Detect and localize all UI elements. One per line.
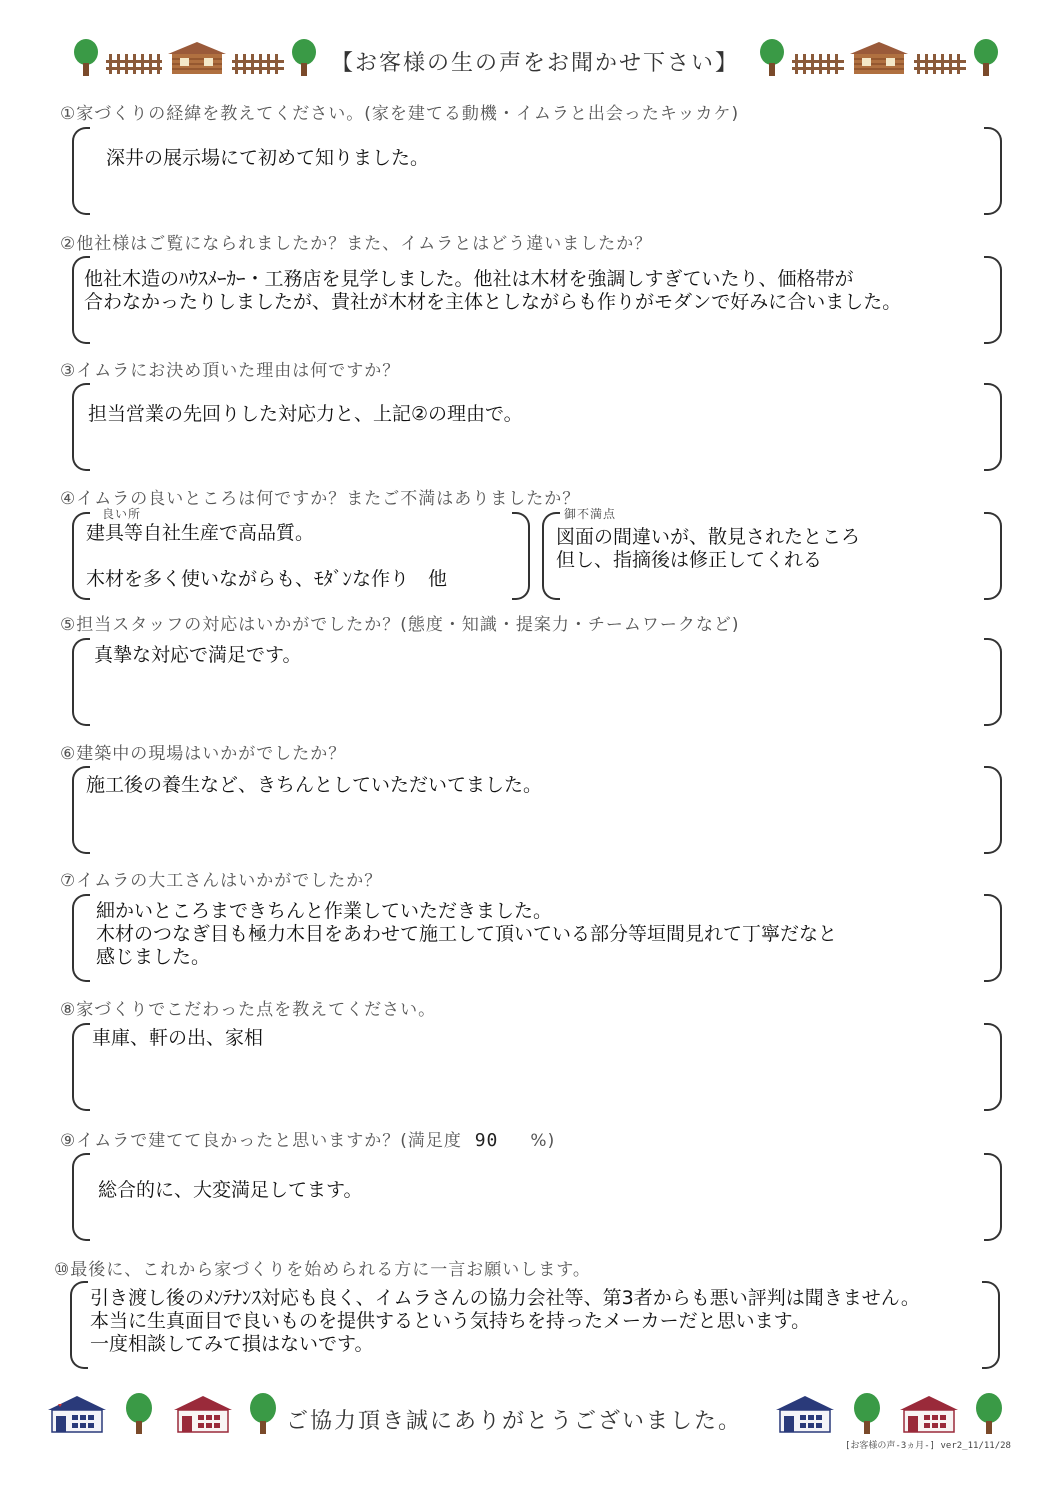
question-7: ⑦イムラの大工さんはいかがでしたか？ bbox=[60, 871, 383, 891]
tree-icon bbox=[290, 38, 318, 78]
question-10: ⑩最後に、これから家づくりを始められる方に一言お願いします。 bbox=[54, 1260, 591, 1280]
log-house-icon bbox=[848, 40, 910, 76]
question-9: ⑨イムラで建てて良かったと思いますか？(満足度 90 %) bbox=[60, 1130, 556, 1151]
house-icon bbox=[898, 1394, 960, 1434]
fence-icon bbox=[914, 52, 966, 74]
question-1: ①家づくりの経緯を教えてください。(家を建てる動機・イムラと出会ったキッカケ) bbox=[60, 104, 740, 124]
good-points-label: 良い所 bbox=[102, 507, 142, 521]
answer-box-10 bbox=[70, 1281, 1000, 1369]
question-6: ⑥建築中の現場はいかがでしたか？ bbox=[60, 744, 347, 764]
answer-6: 施工後の養生など、きちんとしていただいてました。 bbox=[86, 774, 543, 796]
house-icon bbox=[46, 1394, 108, 1434]
tree-icon bbox=[852, 1392, 882, 1436]
answer-8: 車庫、軒の出、家相 bbox=[92, 1027, 264, 1049]
answer-box-4 bbox=[72, 507, 1002, 600]
question-4: ④イムラの良いところは何ですか？またご不満はありましたか？ bbox=[60, 489, 581, 509]
answer-box-6 bbox=[72, 766, 1002, 854]
version-label: [お客様の声-3ヵ月-] ver2_11/11/28 bbox=[845, 1441, 1011, 1451]
answer-7: 細かいところまできちんと作業していただきました。 木材のつなぎ目も極力木目をあわせて施工して頂いている部分等垣間見れて丁寧だなと 感じました。 bbox=[96, 900, 838, 968]
fence-icon bbox=[106, 52, 162, 74]
answer-box-5 bbox=[72, 638, 1002, 726]
answer-box-1 bbox=[72, 127, 1002, 215]
good-points-box bbox=[72, 507, 530, 600]
fence-icon bbox=[232, 52, 284, 74]
tree-icon bbox=[972, 38, 1000, 78]
house-icon bbox=[774, 1394, 836, 1434]
answer-box-8 bbox=[72, 1023, 1002, 1111]
tree-icon bbox=[974, 1392, 1004, 1436]
page-title: 【お客様の生の声をお聞かせ下さい】 bbox=[330, 51, 739, 76]
question-5: ⑤担当スタッフの対応はいかがでしたか？(態度・知識・提案力・チームワークなど) bbox=[60, 615, 740, 635]
answer-3: 担当営業の先回りした対応力と、上記②の理由で。 bbox=[88, 403, 523, 425]
answer-box-7 bbox=[72, 894, 1002, 982]
tree-icon bbox=[124, 1392, 154, 1436]
thank-you-message: ご協力頂き誠にありがとうございました。 bbox=[286, 1409, 743, 1434]
answer-1: 深井の展示場にて初めて知りました。 bbox=[106, 147, 430, 169]
question-8: ⑧家づくりでこだわった点を教えてください。 bbox=[60, 1000, 437, 1020]
log-house-icon bbox=[166, 40, 228, 76]
tree-icon bbox=[72, 38, 100, 78]
house-icon bbox=[172, 1394, 234, 1434]
tree-icon bbox=[758, 38, 786, 78]
question-3: ③イムラにお決め頂いた理由は何ですか？ bbox=[60, 361, 401, 381]
answer-box-2 bbox=[72, 256, 1002, 344]
complaints-box bbox=[542, 507, 1002, 600]
answer-10: 引き渡し後のﾒﾝﾃﾅﾝｽ対応も良く、イムラさんの協力会社等、第3者からも悪い評判は聞きません。 本当に生真面目で良いものを提供するという気持ちを持ったメーカーだと思います。 一度相談してみて損はないです。 bbox=[90, 1287, 920, 1355]
header bbox=[0, 30, 1060, 90]
answer-5: 真摯な対応で満足です。 bbox=[94, 644, 302, 666]
complaints-label: 御不満点 bbox=[564, 507, 617, 521]
question-2: ②他社様はご覧になられましたか？また、イムラとはどう違いましたか？ bbox=[60, 234, 653, 254]
answer-9: 総合的に、大変満足してます。 bbox=[98, 1179, 363, 1201]
satisfaction-value: 90 bbox=[474, 1130, 499, 1151]
good-points-answer: 建具等自社生産で高品質。 木材を多く使いながらも、ﾓﾀﾞﾝな作り 他 bbox=[86, 522, 448, 590]
tree-icon bbox=[248, 1392, 278, 1436]
answer-box-9 bbox=[72, 1153, 1002, 1241]
answer-2: 他社木造のﾊｳｽﾒｰｶｰ・工務店を見学しました。他社は木材を強調しすぎていたり、価格帯が 合わなかったりしましたが、貴社が木材を主体としながらも作りがモダンで好みに合いました。 bbox=[84, 268, 902, 313]
answer-box-3 bbox=[72, 383, 1002, 471]
fence-icon bbox=[792, 52, 844, 74]
complaints-answer: 図面の間違いが、散見されたところ 但し、指摘後は修正してくれる bbox=[556, 526, 861, 571]
